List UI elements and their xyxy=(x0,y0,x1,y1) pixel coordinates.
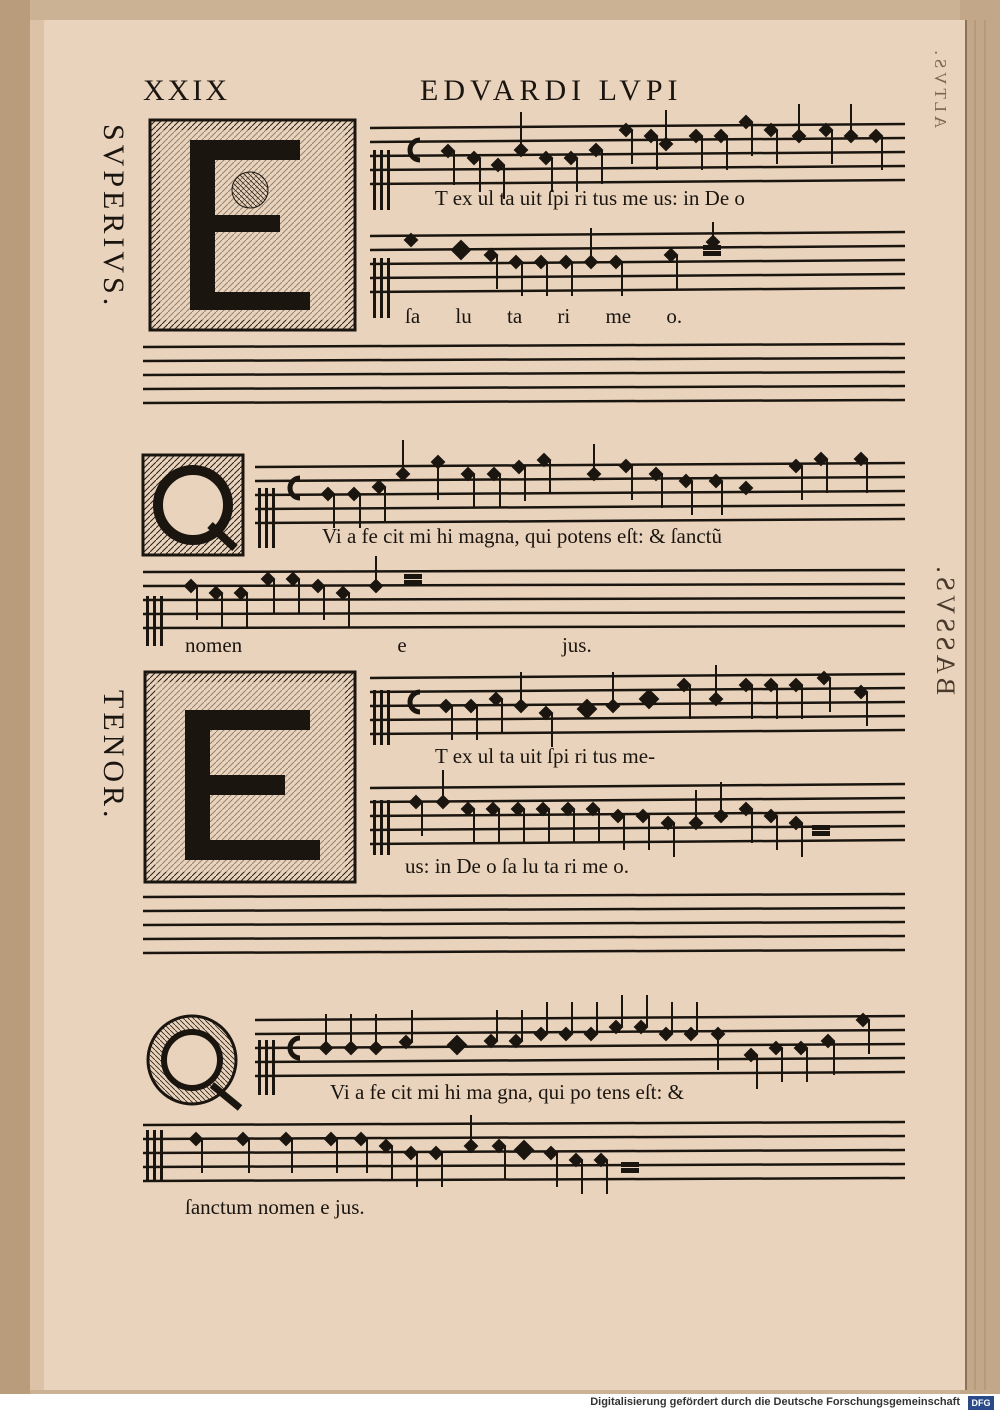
superius-lyrics-2: ſa lu ta ri me o. xyxy=(405,304,683,328)
initial-e-box-2 xyxy=(145,672,355,882)
superius-lyrics-1: T ex ul ta uit ſpi ri tus me us: in De o xyxy=(435,186,745,210)
running-title: EDVARDI LVPI xyxy=(420,74,683,107)
footer-bar xyxy=(0,1394,1000,1413)
superius-lyrics-4: nomen e jus. xyxy=(185,633,592,657)
dfg-logo: DFG xyxy=(968,1396,994,1410)
tenor-lyrics-1: T ex ul ta uit ſpi ri tus me- xyxy=(435,744,656,768)
superius-lyrics-3: Vi a fe cit mi hi magna, qui potens eſt: & ſanctũ xyxy=(322,524,722,548)
tenor-lyrics-3: Vi a fe cit mi hi ma gna, qui po tens eſt: & xyxy=(330,1080,684,1104)
bleed-label-bassus: BASSVS. xyxy=(931,562,960,695)
voice-label-superius: SVPERIVS. xyxy=(97,124,130,310)
tenor-lyrics-2: us: in De o ſa lu ta ri me o. xyxy=(405,854,629,878)
page-number: XXIX xyxy=(143,74,230,107)
bleed-label-altus: ALTVS. xyxy=(931,46,950,128)
initial-q-box-1 xyxy=(143,455,243,555)
tenor-lyrics-4: ſanctum nomen e jus. xyxy=(185,1195,365,1219)
initial-e-box-1 xyxy=(150,120,355,330)
footer-credit: Digitalisierung gefördert durch die Deutsche Forschungsgemeinschaft xyxy=(590,1396,960,1408)
voice-label-tenor: TENOR. xyxy=(97,690,130,822)
